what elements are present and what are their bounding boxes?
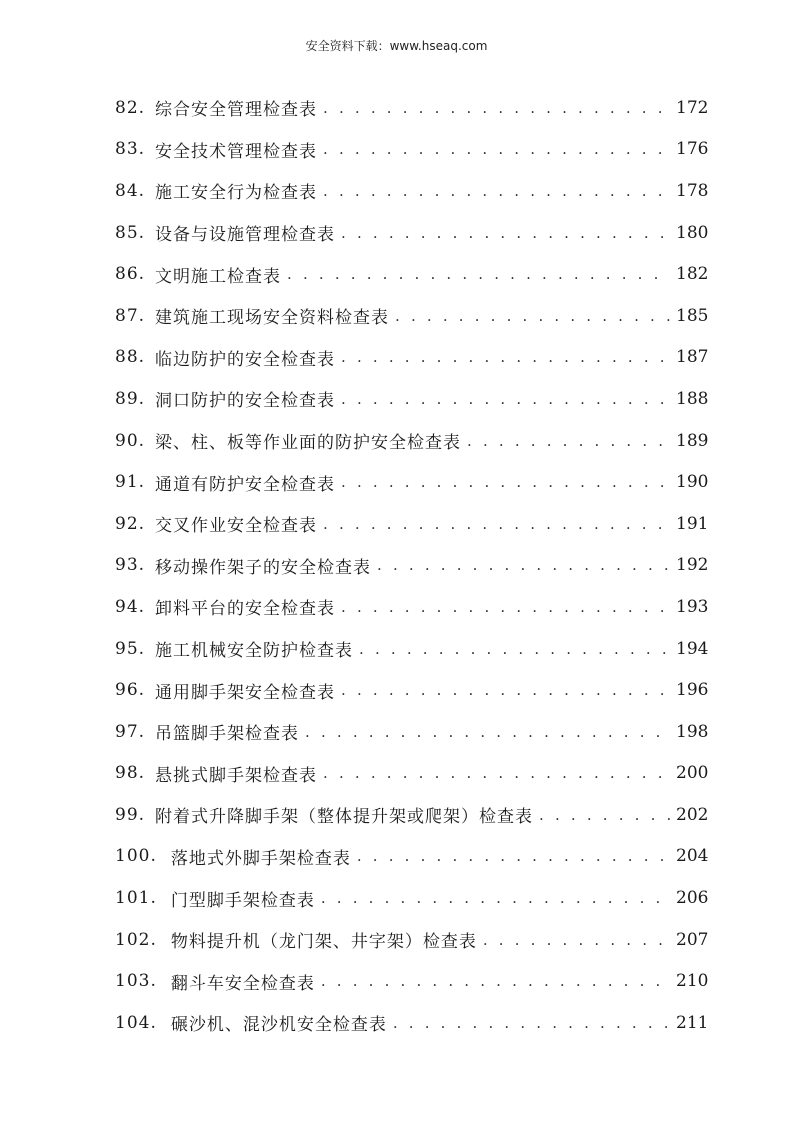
toc-page-number: 180 [676,222,709,243]
toc-leader-dots [323,140,670,158]
toc-number: 95. [115,638,146,659]
toc-entry[interactable] [115,711,708,753]
toc-page-number: 210 [676,971,709,992]
toc-title: 建筑施工现场安全资料检查表 [155,308,390,329]
toc-leader-dots [323,764,670,782]
toc-title: 落地式外脚手架检查表 [170,848,351,869]
toc-leader-dots [341,390,670,408]
toc-title: 交叉作业安全检查表 [155,516,318,537]
toc-number: 86. [115,264,146,285]
toc-page-number: 206 [676,888,709,909]
toc-number: 89. [115,388,146,409]
toc-page-number: 193 [676,596,709,617]
toc-page-number: 196 [676,680,709,701]
toc-entry[interactable] [115,87,708,129]
toc-entry[interactable] [115,669,708,711]
toc-leader-dots [323,515,670,533]
toc-number: 104. [115,1012,157,1033]
toc-title: 通道有防护安全检查表 [155,474,336,495]
toc-number: 84. [115,180,146,201]
page-header: 安全资料下载：www.hseaq.com [305,39,488,53]
toc-entry[interactable] [115,1002,708,1044]
toc-leader-dots [341,598,670,616]
toc-entry[interactable] [115,253,708,295]
toc-page-number: 200 [676,763,709,784]
toc-entry[interactable] [115,378,708,420]
toc-leader-dots [393,1014,670,1032]
toc-title: 临边防护的安全检查表 [155,349,336,370]
toc-number: 83. [115,139,146,160]
toc-page-number: 182 [676,264,709,285]
toc-leader-dots [341,473,670,491]
toc-leader-dots [341,348,670,366]
toc-number: 101. [115,888,157,909]
toc-number: 96. [115,680,146,701]
toc-number: 88. [115,347,146,368]
toc-title: 洞口防护的安全检查表 [155,391,336,412]
toc-leader-dots [323,182,670,200]
toc-page-number: 202 [676,804,709,825]
toc-leader-dots [287,265,670,283]
toc-title: 吊篮脚手架检查表 [155,724,300,745]
toc-entry[interactable] [115,295,708,337]
toc-entry[interactable] [115,877,708,919]
toc-number: 97. [115,721,146,742]
toc-entry[interactable] [115,170,708,212]
toc-leader-dots [341,224,670,242]
toc-number: 91. [115,472,146,493]
toc-leader-dots [359,640,670,658]
toc-entry[interactable] [115,919,708,961]
toc-entry[interactable] [115,212,708,254]
toc-leader-dots [321,889,670,907]
toc-page-number: 198 [676,721,709,742]
toc-entry[interactable] [115,337,708,379]
toc-title: 门型脚手架检查表 [170,890,315,911]
toc-number: 100. [115,846,157,867]
toc-number: 90. [115,430,146,451]
toc-entry[interactable] [115,461,708,503]
toc-page-number: 185 [676,305,709,326]
toc-leader-dots [539,806,670,824]
toc-entry[interactable] [115,420,708,462]
toc-leader-dots [395,307,670,325]
toc-number: 99. [115,804,146,825]
toc-page-number: 194 [676,638,709,659]
toc-number: 94. [115,596,146,617]
toc-title: 综合安全管理检查表 [155,100,318,121]
toc-page-number: 207 [676,929,709,950]
toc-entry[interactable] [115,503,708,545]
toc-entry[interactable] [115,628,708,670]
toc-page-number: 188 [676,388,709,409]
toc-page-number: 191 [676,513,709,534]
toc-leader-dots [467,432,670,450]
toc-page-number: 176 [676,139,709,160]
toc-entry[interactable] [115,129,708,171]
toc-number: 85. [115,222,146,243]
toc-title: 物料提升机（龙门架、井字架）检查表 [170,932,477,953]
toc-page-number: 172 [676,97,709,118]
toc-entry[interactable] [115,960,708,1002]
toc-number: 103. [115,971,157,992]
toc-page-number: 211 [676,1012,709,1033]
toc-number: 87. [115,305,146,326]
toc-number: 98. [115,763,146,784]
toc-number: 102. [115,929,157,950]
toc-page-number: 178 [676,180,709,201]
toc-leader-dots [305,723,670,741]
toc-page-number: 204 [676,846,709,867]
toc-page-number: 189 [676,430,709,451]
toc-entry[interactable] [115,586,708,628]
toc-title: 施工机械安全防护检查表 [155,641,354,662]
toc-title: 梁、柱、板等作业面的防护安全检查表 [155,433,462,454]
toc-leader-dots [483,931,670,949]
toc-entry[interactable] [115,545,708,587]
toc-leader-dots [357,847,670,865]
toc-leader-dots [321,972,670,990]
toc-leader-dots [377,556,670,574]
toc-title: 移动操作架子的安全检查表 [155,557,372,578]
toc-page-number: 187 [676,347,709,368]
toc-entry[interactable] [115,794,708,836]
toc-entry[interactable] [115,836,708,878]
toc-title: 施工安全行为检查表 [155,183,318,204]
toc-title: 设备与设施管理检查表 [155,225,336,246]
toc-leader-dots [323,99,670,117]
toc-page-number: 192 [676,555,709,576]
toc-title: 附着式升降脚手架（整体提升架或爬架）检查表 [155,807,534,828]
toc-title: 悬挑式脚手架检查表 [155,765,318,786]
table-of-contents [115,87,708,1044]
toc-leader-dots [341,681,670,699]
toc-title: 安全技术管理检查表 [155,141,318,162]
toc-number: 82. [115,97,146,118]
toc-number: 93. [115,555,146,576]
toc-title: 碾沙机、混沙机安全检查表 [170,1015,387,1036]
toc-number: 92. [115,513,146,534]
toc-page-number: 190 [676,472,709,493]
toc-title: 通用脚手架安全检查表 [155,682,336,703]
toc-title: 文明施工检查表 [155,266,282,287]
toc-entry[interactable] [115,753,708,795]
toc-title: 翻斗车安全检查表 [170,973,315,994]
toc-title: 卸料平台的安全检查表 [155,599,336,620]
